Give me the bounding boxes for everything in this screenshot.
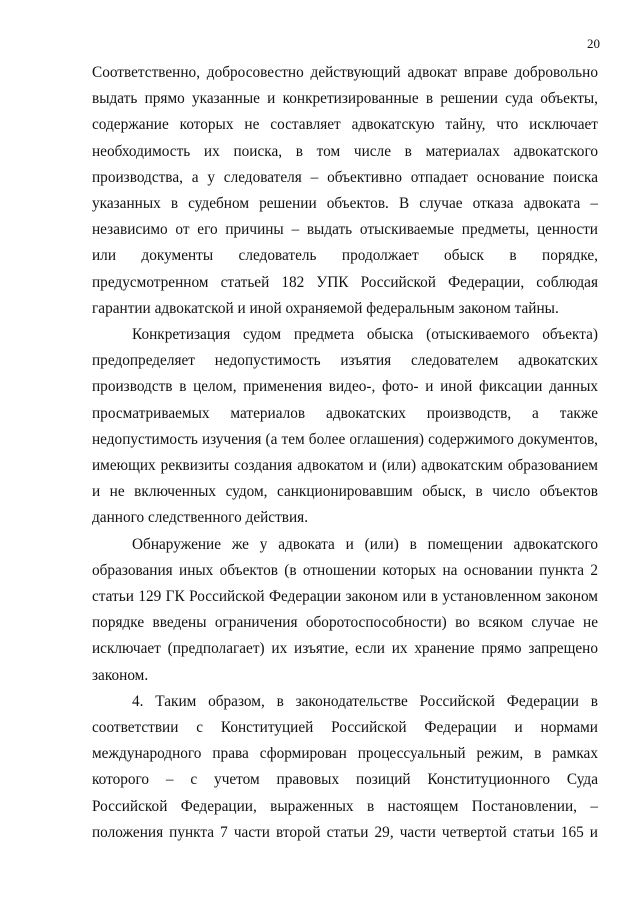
text-line: указанных в судебном решении объектов. В случае отказа адвоката – [92,195,598,213]
text-line: производств в целом, применения видео-, фото- и иной фиксации данных [92,378,598,396]
text-line: недопустимость изучения (а тем более оглашения) содержимого документов, [92,430,598,448]
text-line: данного следственного действия. [92,509,309,527]
text-line: предусмотренном статьей 182 УПК Российской Федерации, соблюдая [92,273,598,291]
page-number: 20 [587,36,600,51]
text-line: статьи 129 ГК Российской Федерации законом или в установленном законом [92,588,598,606]
text-line: 4. Таким образом, в законодательстве Российской Федерации в [132,692,598,710]
text-line: исключает (предполагает) их изъятие, если их хранение прямо запрещено [92,640,598,658]
text-line: соответствии с Конституцией Российской Федерации и нормами [92,719,598,737]
text-line: просматриваемых материалов адвокатских производств, а также [92,404,598,422]
text-line: производства, а у следователя – объективно отпадает основание поиска [92,168,598,186]
text-line: необходимость их поиска, в том числе в материалах адвокатского [92,142,598,160]
text-line: содержание которых не составляет адвокатскую тайну, что исключает [92,116,598,134]
text-line: международного права сформирован процессуальный режим, в рамках [92,745,598,763]
text-line: предопределяет недопустимость изъятия следователем адвокатских [92,352,598,370]
text-line: положения пункта 7 части второй статьи 29, части четвертой статьи 165 и [92,823,598,841]
text-line: образования иных объектов (в отношении которых на основании пункта 2 [92,561,598,579]
text-line: выдать прямо указанные и конкретизированные в решении суда объекты, [92,90,598,108]
text-line: имеющих реквизиты создания адвокатом и (или) адвокатским образованием [92,457,598,475]
paragraph-4 [92,689,598,846]
text-line: и не включенных судом, санкционировавшим обыск, в число объектов [92,483,598,501]
paragraph-1 [92,60,598,322]
text-line: гарантии адвокатской и иной охраняемой федеральным законом тайны. [92,299,559,317]
paragraph-2 [92,322,598,532]
text-line: которого – с учетом правовых позиций Конституционного Суда [92,771,598,789]
text-line: законом. [92,666,149,684]
text-line: независимо от его причины – выдать отыскиваемые предметы, ценности [92,221,598,239]
paragraph-3 [92,532,598,689]
text-line: Российской Федерации, выраженных в настоящем Постановлении, – [92,797,598,815]
text-line: Конкретизация судом предмета обыска (отыскиваемого объекта) [132,326,598,344]
text-line: или документы следователь продолжает обыск в порядке, [92,247,598,265]
text-line: Соответственно, добросовестно действующий адвокат вправе добровольно [92,64,598,81]
document-body [92,60,598,846]
text-line: порядке введены ограничения оборотоспособности) во всяком случае не [92,614,598,632]
text-line: Обнаружение же у адвоката и (или) в помещении адвокатского [132,535,598,553]
